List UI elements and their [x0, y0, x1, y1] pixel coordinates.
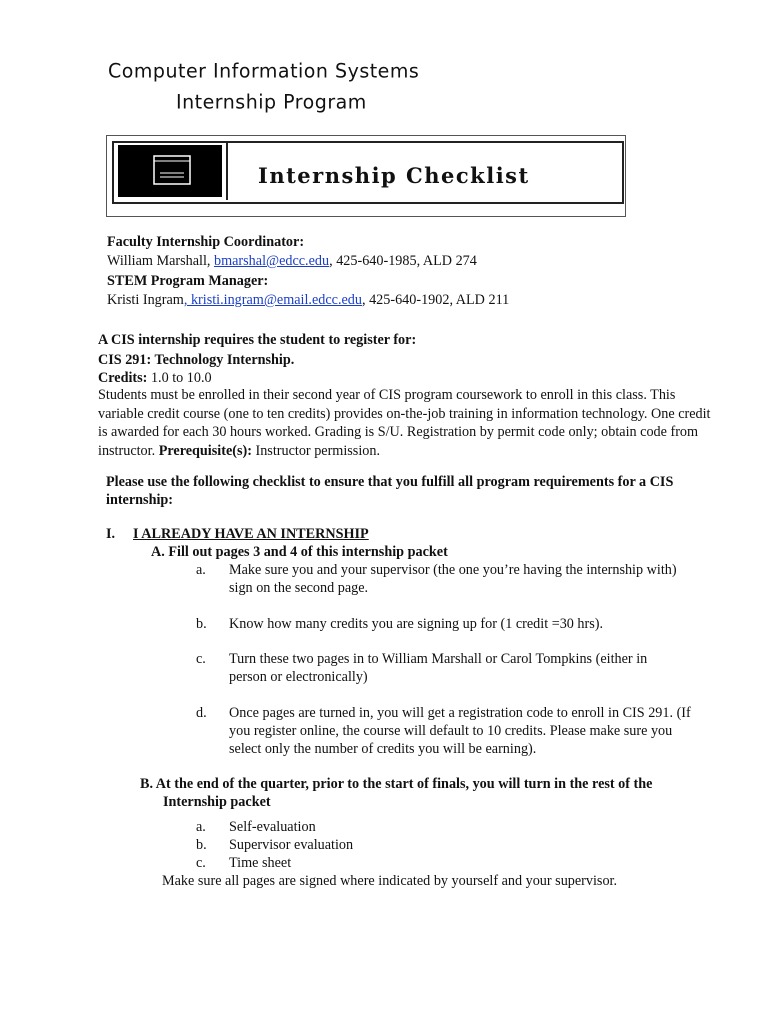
stem-manager-email-link[interactable]: , kristi.ingram@email.edcc.edu [183, 292, 362, 308]
course-description-text: Students must be enrolled in their second year of CIS program coursework to enroll in this class. This variable credit course (one to ten credits) provides on-the-job training in information technology. One credit is awarded for each 30 hours worked. Grading is S/U. Registration by permit code only; obtain code from instructor. [98, 387, 711, 459]
program-title-line-2: Internship Program [176, 90, 367, 114]
item-c-letter: c. [196, 651, 206, 667]
credits-label: Credits: [98, 370, 148, 386]
section-numeral: I. [106, 526, 116, 542]
stem-contact-details: , 425-640-1902, ALD 211 [361, 292, 510, 308]
evaluation-item-a-letter: a. [196, 819, 206, 835]
checklist-intro-line-2: internship: [106, 492, 174, 508]
banner-block [118, 145, 222, 197]
item-b-letter: b. [196, 616, 207, 632]
document-icon [118, 145, 222, 197]
faculty-coordinator-line [107, 252, 477, 270]
course-credits [98, 369, 212, 387]
signature-note: Make sure all pages are signed where indicated by yourself and your supervisor. [162, 873, 618, 889]
evaluation-item-a-text: Self-evaluation [229, 819, 316, 835]
credits-value: 1.0 to 10.0 [147, 370, 212, 386]
checklist-intro-line-1: Please use the following checklist to ensure that you fulfill all program requirements for a CIS [106, 474, 674, 490]
course-title: CIS 291: Technology Internship. [98, 352, 295, 368]
item-a-line-1: Make sure you and your supervisor (the one you’re having the internship with) [229, 562, 677, 578]
item-b-line-1: Know how many credits you are signing up for (1 credit =30 hrs). [229, 616, 604, 632]
item-d-line-3: select only the number of credits you will be earning). [229, 741, 537, 757]
faculty-name: William Marshall, [107, 253, 214, 269]
stem-manager-name: Kristi Ingram [107, 292, 184, 308]
evaluation-item-c-text: Time sheet [229, 855, 292, 871]
stem-manager-line [107, 291, 509, 309]
faculty-email-link[interactable]: bmarshal@edcc.edu [214, 253, 330, 269]
evaluation-item-c-letter: c. [196, 855, 206, 871]
faculty-contact-details: , 425-640-1985, ALD 274 [329, 253, 477, 269]
item-d-line-2: you register online, the course will default to 10 credits. Please make sure you [229, 723, 673, 739]
item-a-line-2: sign on the second page. [229, 580, 369, 596]
stem-manager-label: STEM Program Manager: [107, 273, 269, 289]
faculty-coordinator-label: Faculty Internship Coordinator: [107, 234, 305, 250]
subsection-b-label-line-2: Internship packet [163, 794, 271, 810]
evaluation-item-b-text: Supervisor evaluation [229, 837, 354, 853]
prerequisite-value: Instructor permission. [251, 442, 380, 459]
item-c-line-2: person or electronically) [229, 669, 368, 685]
item-d-line-1: Once pages are turned in, you will get a registration code to enroll in CIS 291. (If [229, 705, 691, 721]
banner-divider [226, 141, 228, 200]
program-title-line-1: Computer Information Systems [108, 59, 420, 83]
item-c-line-1: Turn these two pages in to William Marshall or Carol Tompkins (either in [229, 651, 648, 667]
evaluation-item-b-letter: b. [196, 837, 207, 853]
subsection-a-label: A. Fill out pages 3 and 4 of this internship packet [151, 544, 448, 560]
item-d-letter: d. [196, 705, 207, 721]
section-title: I ALREADY HAVE AN INTERNSHIP [133, 526, 369, 542]
banner-title: Internship Checklist [258, 163, 530, 188]
prerequisite-label: Prerequisite(s): [158, 442, 252, 459]
course-description [98, 386, 718, 460]
subsection-b-label-line-1: B. At the end of the quarter, prior to the start of finals, you will turn in the rest of the [140, 776, 653, 792]
item-a-letter: a. [196, 562, 206, 578]
registration-intro: A CIS internship requires the student to register for: [98, 332, 417, 348]
